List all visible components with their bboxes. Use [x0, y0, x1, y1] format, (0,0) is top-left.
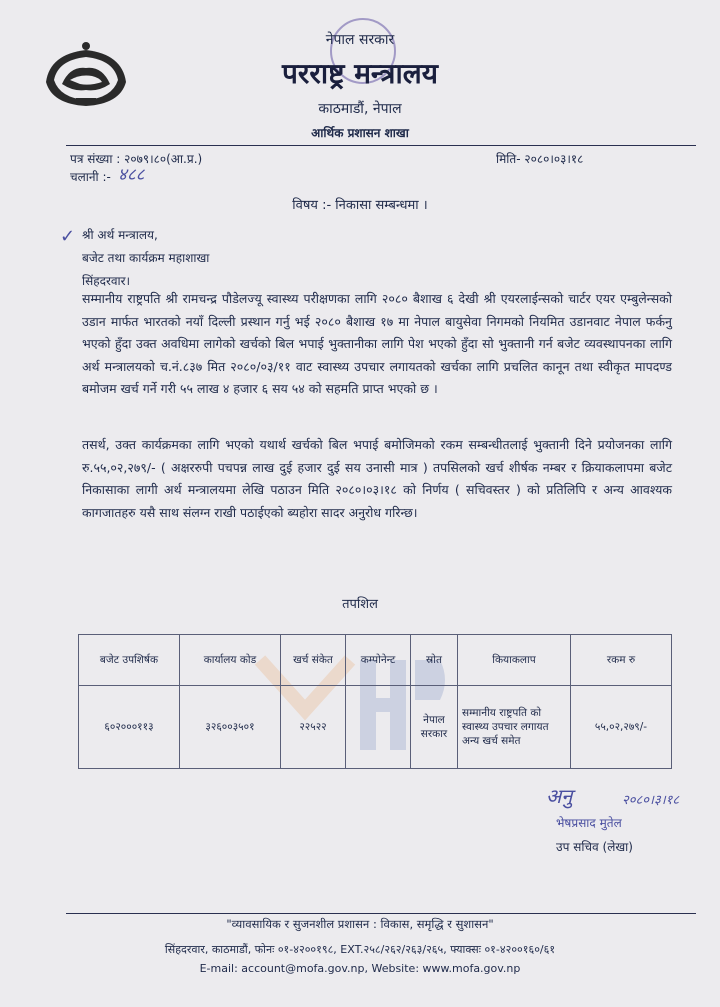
reference-number: पत्र संख्या : २०७९।८०(आ.प्र.)	[70, 152, 203, 166]
addressee-line-2: बजेट तथा कार्यक्रम महाशाखा	[82, 251, 210, 265]
addressee-line-1: श्री अर्थ मन्त्रालय,	[82, 228, 158, 242]
header-office-code: कार्यालय कोड	[180, 635, 281, 686]
addressee-line-3: सिंहदरवार।	[82, 274, 131, 288]
header-component: कम्पोनेन्ट	[346, 635, 411, 686]
table-header-row	[79, 635, 672, 686]
header-source: स्रोत	[411, 635, 458, 686]
government-name: नेपाल सरकार	[325, 32, 395, 48]
cell-source: नेपाल सरकार	[411, 686, 458, 769]
body-paragraph-2: तसर्थ, उक्त कार्यक्रमका लागि भएको यथार्थ खर्चको बिल भपाई बमोजिमको रकम सम्बन्धीतलाई भुक्तानी दिने प्रयोजनका लागि रु.५५,०२,२७९/- ( अक्षररुपी पचपन्न लाख दुई हजार दुई सय उनासी मात्र ) तपसिलको खर्च शीर्षक नम्बर र क्रियाकलापमा बजेट निकासाका लागी अर्थ मन्त्रालयमा लेखि पठाउन मिति २०८०।०३।१८ को निर्णय ( सचिवस्तर ) को प्रतिलिपि र अन्य आवश्यक कागजातहरु यसै साथ संलग्न राखी पठाईएको ब्यहोरा सादर अनुरोध गरिन्छ।	[82, 437, 672, 520]
cell-expense-code: २२५२२	[281, 686, 346, 769]
signature-scribble: अनु	[546, 784, 573, 808]
cell-budget-subhead: ६०२०००११३	[79, 686, 180, 769]
header-divider	[66, 145, 696, 146]
schedule-title: तपशिल	[342, 597, 378, 612]
signatory-designation: उप सचिव (लेखा)	[556, 840, 633, 854]
body-paragraph-1: सम्मानीय राष्ट्रपति श्री रामचन्द्र पौडेलज्यू स्वास्थ्य परीक्षणका लागि २०८० बैशाख ६ देखी श्री एयरलाईन्सको चार्टर एयर एम्बुलेन्सको उडान मार्फत भारतको नयाँ दिल्ली प्रस्थान गर्नु भई २०८० बैशाख १७ मा नेपाल बायुसेवा निगमको नियमित उडानवाट नेपाल फर्कनु भएको हुँदा उक्त अवधिमा लागेको खर्चको बिल भपाई भुक्तानीका लागि पेश भएको हुँदा सो भुक्तानी गर्न बजेट व्यवस्थापनका लागि अर्थ मन्त्रालयको च.नं.८३७ मित २०८०/०३/११ वाट स्वास्थ्य उपचार लगायतको खर्चका लागि प्रचलित कानून तथा स्वीकृत मापदण्ड बमोजम खर्च गर्ने गरी ५५ लाख ४ हजार ६ सय ५४ को सहमति प्राप्त भएको छ ।	[82, 291, 672, 396]
footer-address: सिंहदरवार, काठमाडौं, फोनः ०१-४२००१९८, EXT.२५८/२६२/२६३/२६५, फ्याक्सः ०१-४२००१६०/६१	[164, 943, 556, 956]
cell-component	[346, 686, 411, 769]
letter-subject: विषय :- निकासा सम्बन्धमा ।	[292, 198, 428, 213]
ministry-name: परराष्ट्र मन्त्रालय	[282, 57, 438, 90]
signatory-name: भेषप्रसाद मुतेल	[556, 816, 622, 830]
ministry-location: काठमाडौं, नेपाल	[318, 101, 402, 117]
signature-date: २०८०।३।१८	[622, 793, 680, 808]
dispatch-number: ४८८	[118, 165, 145, 185]
cell-amount: ५५,०२,२७९/-	[571, 686, 672, 769]
header-budget-subhead: बजेट उपशिर्षक	[79, 635, 180, 686]
footer-contact: E-mail: account@mofa.gov.np, Website: www.mofa.gov.np	[199, 962, 521, 975]
header-activity: कियाकलाप	[458, 635, 571, 686]
letter-date: मिति- २०८०।०३।१८	[496, 152, 584, 166]
footer-motto: "व्यावसायिक र सुजनशील प्रशासन : विकास, समृद्धि र सुशासन"	[226, 917, 494, 931]
schedule-table	[78, 634, 672, 769]
cell-activity: सम्मानीय राष्ट्रपति को स्वास्थ्य उपचार लगायत अन्य खर्च समेत	[458, 686, 571, 769]
table-row	[79, 686, 672, 769]
header-amount: रकम रु	[571, 635, 672, 686]
header-expense-code: खर्च संकेत	[281, 635, 346, 686]
cell-office-code: ३२६००३५०१	[180, 686, 281, 769]
footer-divider	[66, 913, 696, 914]
check-mark-icon: ✓	[60, 226, 76, 247]
branch-name: आर्थिक प्रशासन शाखा	[311, 126, 409, 140]
dispatch-label: चलानी :-	[70, 170, 111, 184]
